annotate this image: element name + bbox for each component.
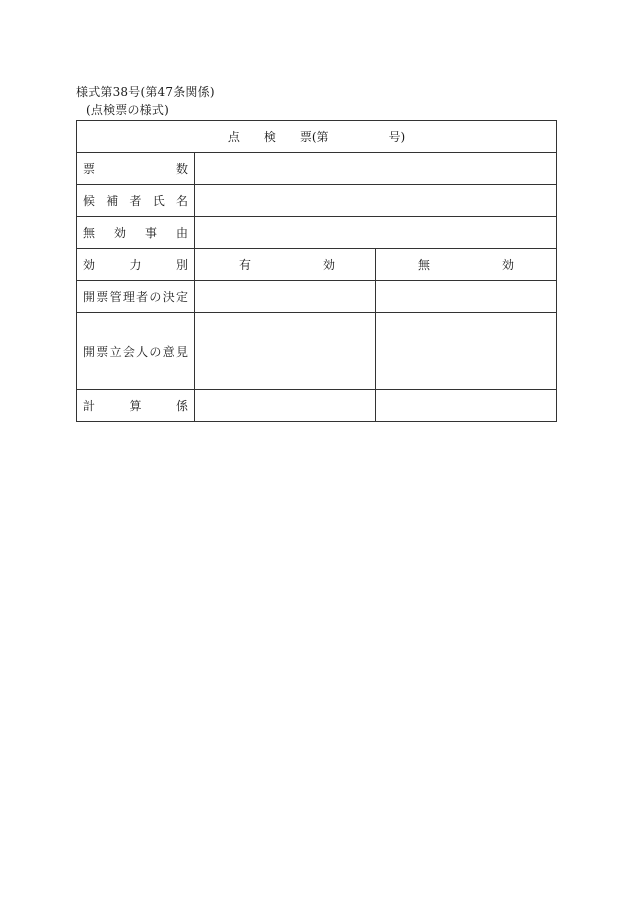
label-char: 見 <box>175 344 188 359</box>
row-counting-manager-decision <box>77 281 557 313</box>
calculation-clerk-invalid-field[interactable] <box>376 390 557 422</box>
label-char: 算 <box>129 399 142 413</box>
label-char: 補 <box>106 194 119 208</box>
invalid-column-header <box>376 249 557 281</box>
label-char: 者 <box>129 194 142 208</box>
witness-opinion-invalid-field[interactable] <box>376 313 557 390</box>
label-char: 無 <box>418 258 431 272</box>
row-validity-label <box>77 249 195 281</box>
row-validity <box>77 249 557 281</box>
table-title: 点 検 票(第 号) <box>77 121 557 153</box>
label-char: 票 <box>96 290 109 304</box>
row-vote-count <box>77 153 557 185</box>
invalid-reason-field[interactable] <box>195 217 557 249</box>
label-char: 効 <box>502 258 515 272</box>
label-char: 会 <box>122 344 135 359</box>
row-candidate-name <box>77 185 557 217</box>
row-label <box>77 343 194 360</box>
valid-label <box>195 256 375 273</box>
row-vote-count-label <box>77 153 195 185</box>
row-invalid-reason <box>77 217 557 249</box>
label-char: 効 <box>83 258 96 272</box>
valid-column-header <box>195 249 376 281</box>
label-char: 票 <box>83 162 96 176</box>
label-char: 事 <box>144 226 157 240</box>
label-char: 管 <box>109 290 122 304</box>
label-char: 由 <box>175 226 188 240</box>
form-subtitle: (点検票の様式) <box>86 103 169 117</box>
row-label <box>77 224 194 241</box>
form-number-heading: 様式第38号(第47条関係) <box>76 85 215 99</box>
label-char: 候 <box>83 194 96 208</box>
row-label <box>77 397 194 414</box>
label-char: 開 <box>83 344 96 359</box>
candidate-name-field[interactable] <box>195 185 557 217</box>
label-char: 別 <box>175 258 188 272</box>
label-char: 力 <box>129 258 142 272</box>
label-char: 計 <box>83 399 96 413</box>
manager-decision-invalid-field[interactable] <box>376 281 557 313</box>
row-invalid-reason-label <box>77 217 195 249</box>
witness-opinion-valid-field[interactable] <box>195 313 376 390</box>
invalid-label <box>376 256 556 273</box>
row-witness-opinion-label <box>77 313 195 390</box>
label-char: 立 <box>109 344 122 359</box>
row-calculation-clerk-label <box>77 390 195 422</box>
label-char: 者 <box>136 290 149 304</box>
label-char: 係 <box>175 399 188 413</box>
manager-decision-valid-field[interactable] <box>195 281 376 313</box>
row-label <box>77 192 194 209</box>
row-calculation-clerk <box>77 390 557 422</box>
inspection-slip-table <box>76 120 557 422</box>
label-char: の <box>149 344 162 359</box>
label-char: 効 <box>113 226 126 240</box>
vote-count-field[interactable] <box>195 153 557 185</box>
label-char: 氏 <box>152 194 165 208</box>
label-char: 意 <box>162 344 175 359</box>
label-char: 票 <box>96 344 109 359</box>
label-char: 開 <box>83 290 96 304</box>
table-title-row <box>77 121 557 153</box>
label-char: 有 <box>239 258 252 272</box>
row-candidate-name-label <box>77 185 195 217</box>
label-char: 人 <box>136 344 149 359</box>
row-label <box>77 288 194 305</box>
row-label <box>77 256 194 273</box>
label-char: 定 <box>175 290 188 304</box>
label-char: 理 <box>122 290 135 304</box>
label-char: の <box>149 290 162 304</box>
label-char: 数 <box>175 162 188 176</box>
calculation-clerk-valid-field[interactable] <box>195 390 376 422</box>
row-witness-opinion <box>77 313 557 390</box>
label-char: 効 <box>322 258 335 272</box>
label-char: 決 <box>162 290 175 304</box>
label-char: 無 <box>83 226 96 240</box>
label-char: 名 <box>175 194 188 208</box>
row-counting-manager-decision-label <box>77 281 195 313</box>
row-label <box>77 160 194 177</box>
